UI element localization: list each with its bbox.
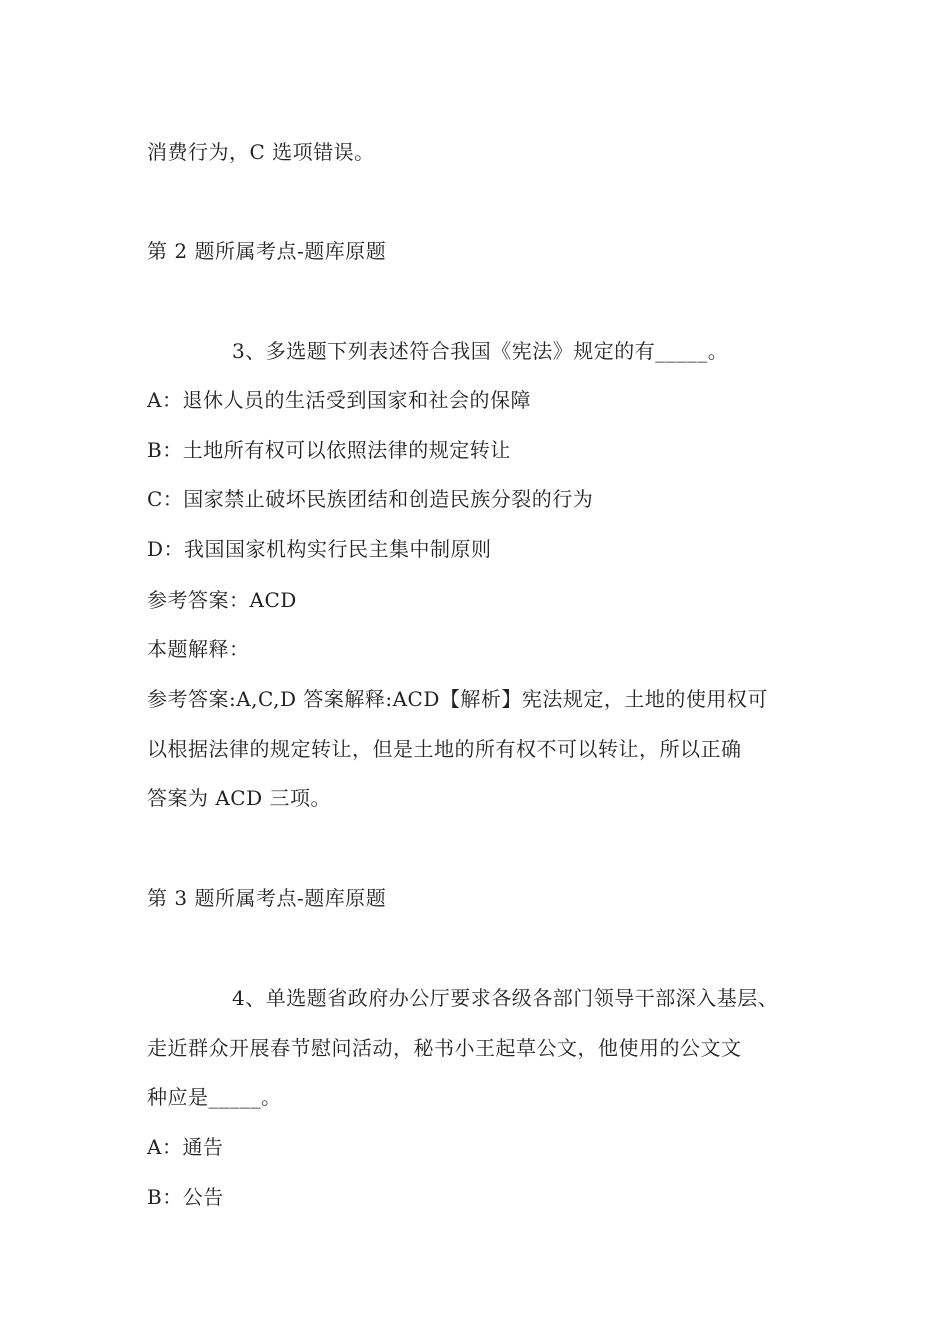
q3-answer: 参考答案：ACD: [147, 588, 297, 612]
q4-option-b: B：公告: [147, 1185, 224, 1209]
q3-option-a: A：退休人员的生活受到国家和社会的保障: [147, 388, 531, 412]
q3-topic: 第 3 题所属考点-题库原题: [147, 886, 387, 910]
q3-option-b: B：土地所有权可以依照法律的规定转让: [147, 438, 511, 462]
q3-explanation-line-3: 答案为 ACD 三项。: [147, 786, 331, 810]
q3-option-c: C：国家禁止破坏民族团结和创造民族分裂的行为: [147, 487, 594, 511]
q3-option-d: D：我国国家机构实行民主集中制原则: [147, 537, 492, 561]
q4-question-line-1: 4、单选题省政府办公厅要求各级各部门领导干部深入基层、: [232, 986, 779, 1010]
q2-topic: 第 2 题所属考点-题库原题: [147, 239, 387, 263]
q3-explanation-line-1: 参考答案:A,C,D 答案解释:ACD【解析】宪法规定，土地的使用权可: [147, 687, 768, 711]
q4-option-a: A：通告: [147, 1135, 224, 1159]
q2-explanation-end: 消费行为，C 选项错误。: [147, 140, 375, 164]
q3-explanation-heading: 本题解释：: [147, 637, 250, 661]
q4-question-line-3: 种应是_____。: [147, 1085, 282, 1109]
q4-question-line-2: 走近群众开展春节慰问活动，秘书小王起草公文，他使用的公文文: [147, 1036, 742, 1060]
q3-question: 3、多选题下列表述符合我国《宪法》规定的有_____。: [232, 339, 729, 363]
q3-explanation-line-2: 以根据法律的规定转让，但是土地的所有权不可以转让，所以正确: [147, 737, 742, 761]
